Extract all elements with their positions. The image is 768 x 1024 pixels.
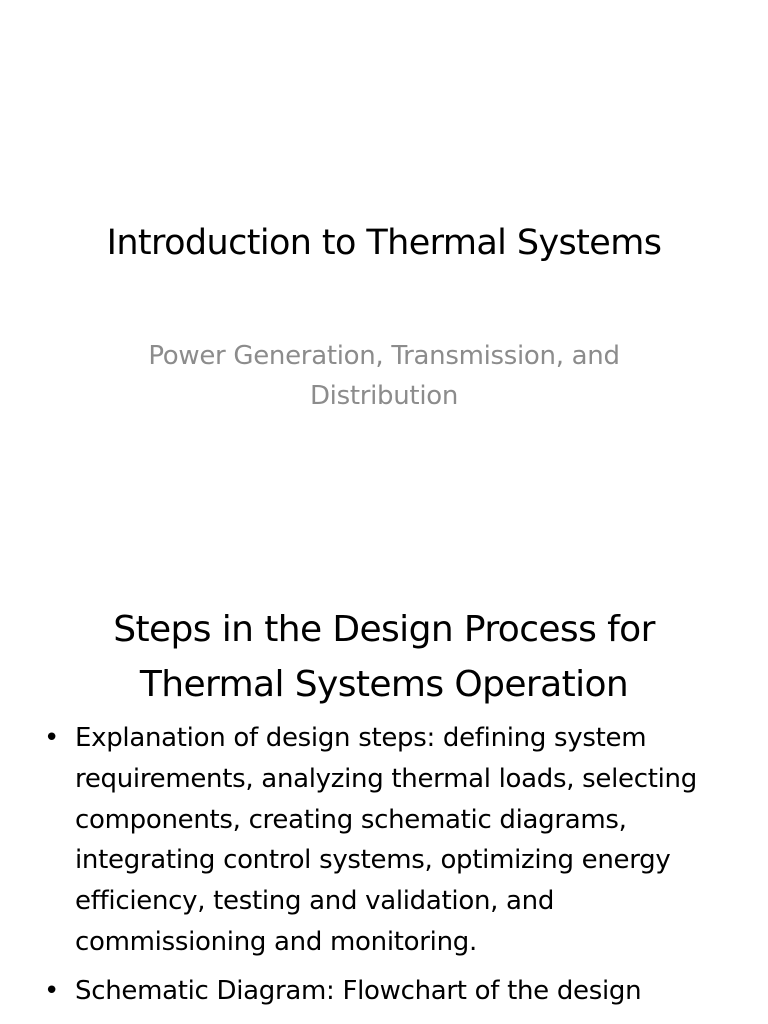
- bullet-list: [44, 718, 704, 1020]
- bullet-item: [44, 971, 704, 1012]
- bullet-icon: •: [44, 723, 60, 753]
- slide-subtitle: Power Generation, Transmission, and Distribution: [148, 341, 620, 411]
- slide-title: Steps in the Design Process for Thermal Systems Operation: [113, 609, 655, 705]
- bullet-item: [44, 718, 704, 963]
- slide-title: Introduction to Thermal Systems: [106, 223, 662, 263]
- bullet-icon: •: [44, 975, 60, 1006]
- content-slide: [0, 576, 768, 1024]
- bullet-text: Schematic Diagram: Flowchart of the design: [75, 975, 642, 1006]
- bullet-text: Explanation of design steps: defining system requirements, analyzing thermal loads, selecting components, creating schematic diagrams, integrating control systems, optimizing energy efficiency, testing and validation, and commissioning and monitoring.: [75, 723, 697, 957]
